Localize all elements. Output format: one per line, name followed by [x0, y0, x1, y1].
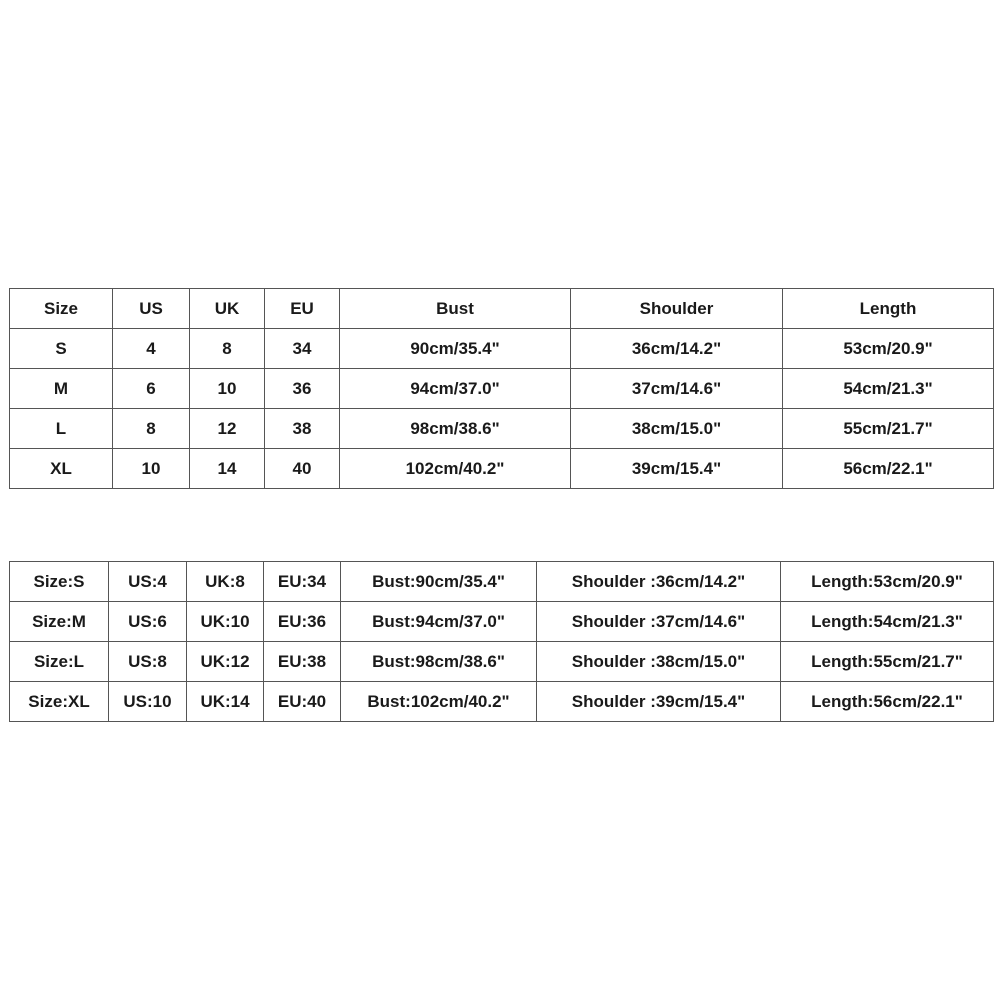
table-cell: 54cm/21.3"	[783, 369, 994, 409]
size-chart-table	[9, 288, 994, 489]
table-cell: UK:8	[187, 562, 264, 602]
table-row	[10, 602, 994, 642]
table-cell: US:6	[109, 602, 187, 642]
table-cell: 10	[113, 449, 190, 489]
table-cell: Length:54cm/21.3"	[781, 602, 994, 642]
table-cell: 8	[113, 409, 190, 449]
table-cell: EU:38	[264, 642, 341, 682]
table-row	[10, 682, 994, 722]
table-cell: 36	[265, 369, 340, 409]
table-cell: 102cm/40.2"	[340, 449, 571, 489]
table-cell: Shoulder :37cm/14.6"	[537, 602, 781, 642]
table-cell: S	[10, 329, 113, 369]
table-cell: Size:XL	[10, 682, 109, 722]
table-row	[10, 369, 994, 409]
table-cell: Bust:98cm/38.6"	[341, 642, 537, 682]
table-cell: Length:55cm/21.7"	[781, 642, 994, 682]
table-cell: 39cm/15.4"	[571, 449, 783, 489]
table-cell: US:10	[109, 682, 187, 722]
table-row	[10, 562, 994, 602]
table-cell: 4	[113, 329, 190, 369]
table-cell: 10	[190, 369, 265, 409]
table-cell: UK:14	[187, 682, 264, 722]
table-header-row	[10, 289, 994, 329]
table-cell: Shoulder :38cm/15.0"	[537, 642, 781, 682]
table-cell: 34	[265, 329, 340, 369]
table-cell: US:4	[109, 562, 187, 602]
table-cell: M	[10, 369, 113, 409]
table-cell: Bust:102cm/40.2"	[341, 682, 537, 722]
table-cell: EU:40	[264, 682, 341, 722]
header-cell-length: Length	[783, 289, 994, 329]
header-cell-uk: UK	[190, 289, 265, 329]
table-cell: 12	[190, 409, 265, 449]
table-cell: 38	[265, 409, 340, 449]
table-cell: 56cm/22.1"	[783, 449, 994, 489]
header-cell-size: Size	[10, 289, 113, 329]
header-cell-shoulder: Shoulder	[571, 289, 783, 329]
table-cell: 38cm/15.0"	[571, 409, 783, 449]
table-cell: UK:12	[187, 642, 264, 682]
table-cell: Shoulder :36cm/14.2"	[537, 562, 781, 602]
table-cell: 37cm/14.6"	[571, 369, 783, 409]
table-cell: 90cm/35.4"	[340, 329, 571, 369]
size-label-table	[9, 561, 994, 722]
header-cell-us: US	[113, 289, 190, 329]
table-cell: 94cm/37.0"	[340, 369, 571, 409]
table-row	[10, 329, 994, 369]
table-cell: 36cm/14.2"	[571, 329, 783, 369]
table-cell: EU:34	[264, 562, 341, 602]
table-cell: 8	[190, 329, 265, 369]
table-cell: XL	[10, 449, 113, 489]
table-cell: Shoulder :39cm/15.4"	[537, 682, 781, 722]
table-cell: 40	[265, 449, 340, 489]
table-cell: L	[10, 409, 113, 449]
table-cell: Length:53cm/20.9"	[781, 562, 994, 602]
table-row	[10, 449, 994, 489]
table-cell: EU:36	[264, 602, 341, 642]
table-row	[10, 642, 994, 682]
table-cell: Size:M	[10, 602, 109, 642]
table-cell: US:8	[109, 642, 187, 682]
header-cell-eu: EU	[265, 289, 340, 329]
table-cell: 98cm/38.6"	[340, 409, 571, 449]
table-cell: Bust:90cm/35.4"	[341, 562, 537, 602]
table-cell: 55cm/21.7"	[783, 409, 994, 449]
table-cell: Bust:94cm/37.0"	[341, 602, 537, 642]
table-row	[10, 409, 994, 449]
table-cell: UK:10	[187, 602, 264, 642]
table-cell: 6	[113, 369, 190, 409]
table-cell: 14	[190, 449, 265, 489]
table-cell: Size:S	[10, 562, 109, 602]
table-cell: Length:56cm/22.1"	[781, 682, 994, 722]
table-cell: Size:L	[10, 642, 109, 682]
header-cell-bust: Bust	[340, 289, 571, 329]
table-cell: 53cm/20.9"	[783, 329, 994, 369]
